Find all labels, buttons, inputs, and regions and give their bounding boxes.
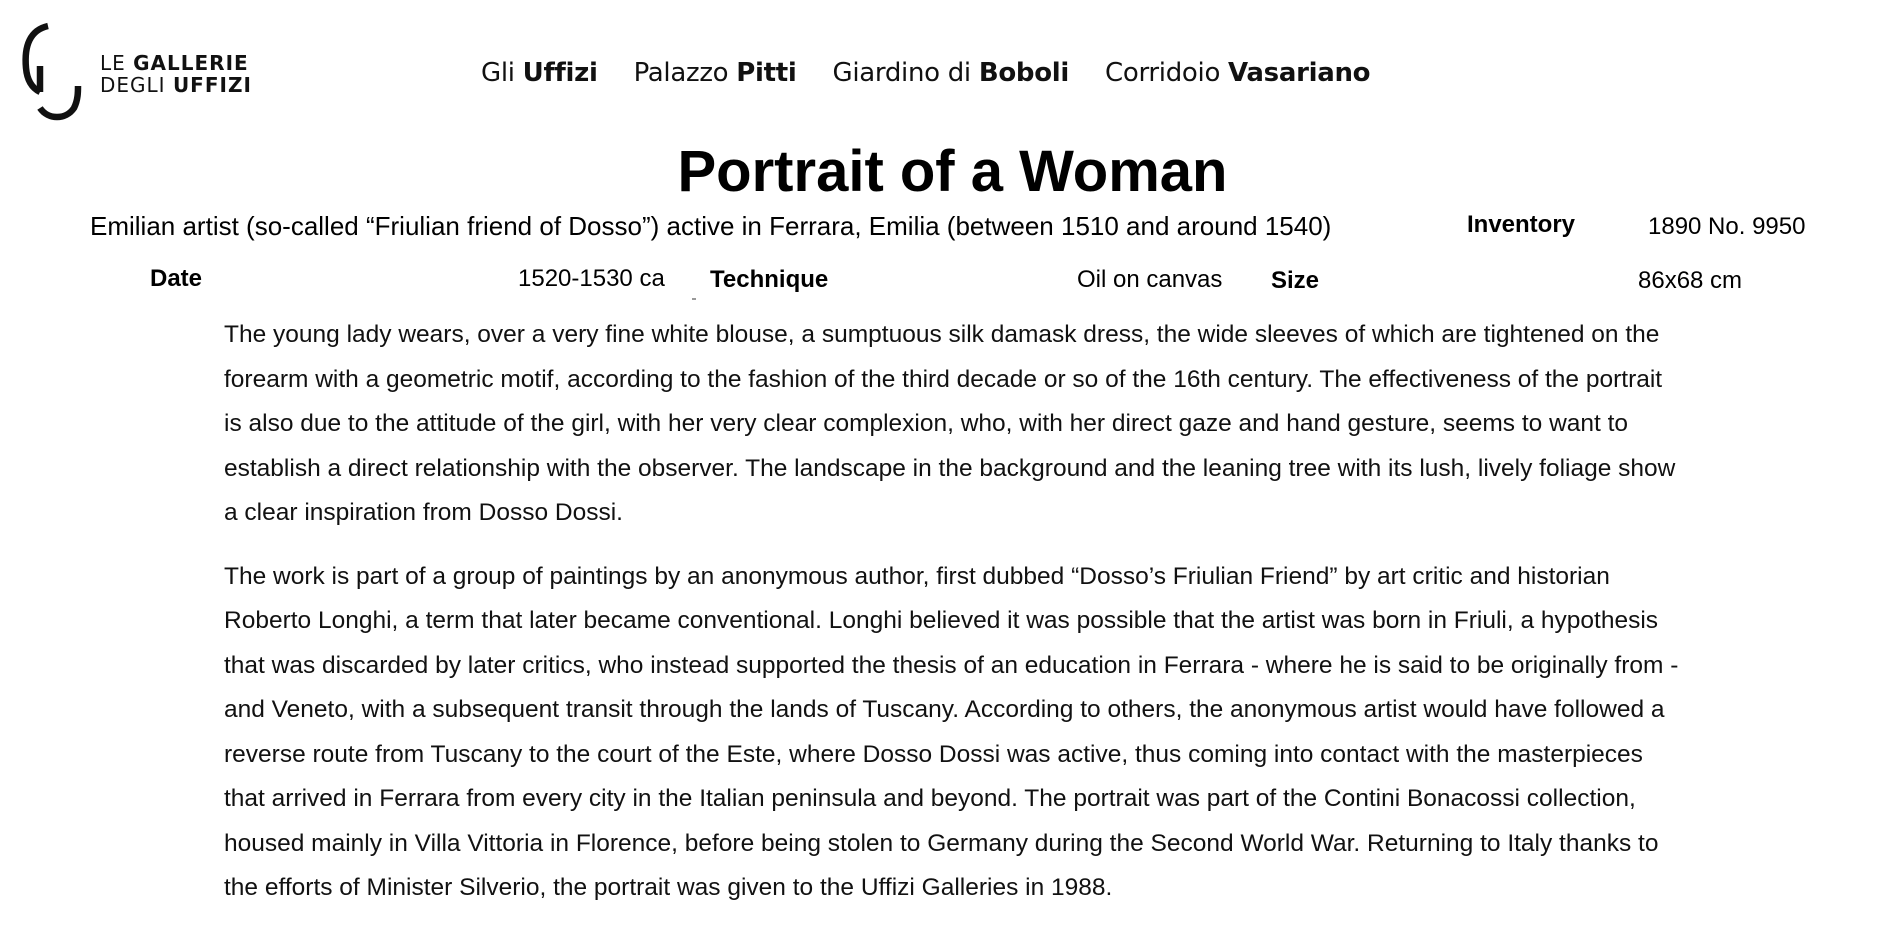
description-paragraph-2: The work is part of a group of paintings by an anonymous author, first dubbed “Dosso’s Friulian Friend” by art critic and historian Roberto Longhi, a term that later became conventional. Longhi believed it was possible that the artist was born in Friuli, a hypothesis that was discarded by later critics, who instead supported the thesis of an education in Ferrara - where he is said to be originally from - and Veneto, with a subsequent transit through the lands of Tuscany. According to others, the anonymous artist would have followed a reverse route from Tuscany to the court of the Este, where Dosso Dossi was active, thus coming into contact with the masterpieces that arrived in Ferrara from every city in the Italian peninsula and beyond. The portrait was part of the Contini Bonacossi collection, housed mainly in Villa Vittoria in Florence, before being stolen to Germany during the Second World War. Returning to Italy thanks to the efforts of Minister Silverio, the portrait was given to the Uffizi Galleries in 1988. [224, 562, 1679, 901]
artwork-description [224, 313, 1684, 930]
logo-wordmark [100, 52, 252, 96]
nav-link-vasariano[interactable] [1105, 57, 1370, 89]
date-label: Date [150, 265, 203, 292]
main-navigation [481, 57, 1370, 89]
logo-line-2-bold: UFFIZI [172, 73, 252, 97]
nav-link-boboli[interactable] [833, 57, 1070, 89]
inventory-label: Inventory [1467, 211, 1576, 238]
artist-attribution: Emilian artist (so-called “Friulian friend of Dosso”) active in Ferrara, Emilia (between 1510 and around 1540) [90, 211, 1332, 241]
nav-link-prefix: Palazzo [633, 58, 729, 88]
nav-link-name: Pitti [736, 58, 797, 88]
logo-line-1-regular: LE [100, 51, 126, 75]
technique-label: Technique [710, 266, 829, 293]
nav-link-name: Boboli [978, 58, 1069, 88]
site-logo[interactable] [20, 22, 252, 122]
inventory-value: 1890 No. 9950 [1648, 213, 1806, 240]
nav-link-name: Uffizi [522, 58, 598, 88]
nav-link-pitti[interactable] [634, 57, 797, 89]
size-value: 86x68 cm [1638, 267, 1743, 294]
nav-link-name: Vasariano [1228, 58, 1371, 88]
size-label: Size [1271, 267, 1320, 294]
logo-line-2 [100, 74, 252, 96]
technique-value: Oil on canvas [1077, 266, 1223, 293]
logo-line-2-regular: DEGLI [100, 73, 166, 97]
date-value: 1520-1530 ca [518, 265, 665, 292]
divider-mark [692, 298, 696, 300]
nav-link-prefix: Gli [481, 58, 515, 88]
nav-link-prefix: Corridoio [1105, 58, 1221, 88]
nav-link-uffizi[interactable] [481, 57, 598, 89]
nav-link-prefix: Giardino di [832, 58, 971, 88]
artwork-title: Portrait of a Woman [677, 139, 1228, 204]
description-paragraph-1: The young lady wears, over a very fine white blouse, a sumptuous silk damask dress, the wide sleeves of which are tightened on the forearm with a geometric motif, according to the fashion of the third decade or so of the 16th century. The effectiveness of the portrait is also due to the attitude of the girl, with her very clear complexion, who, with her direct gaze and hand gesture, seems to want to establish a direct relationship with the observer. The landscape in the background and the leaning tree with its lush, lively foliage show a clear inspiration from Dosso Dossi. [224, 321, 1676, 526]
uffizi-logo-icon [20, 22, 90, 122]
logo-line-1 [100, 52, 252, 74]
logo-line-1-bold: GALLERIE [133, 51, 249, 75]
